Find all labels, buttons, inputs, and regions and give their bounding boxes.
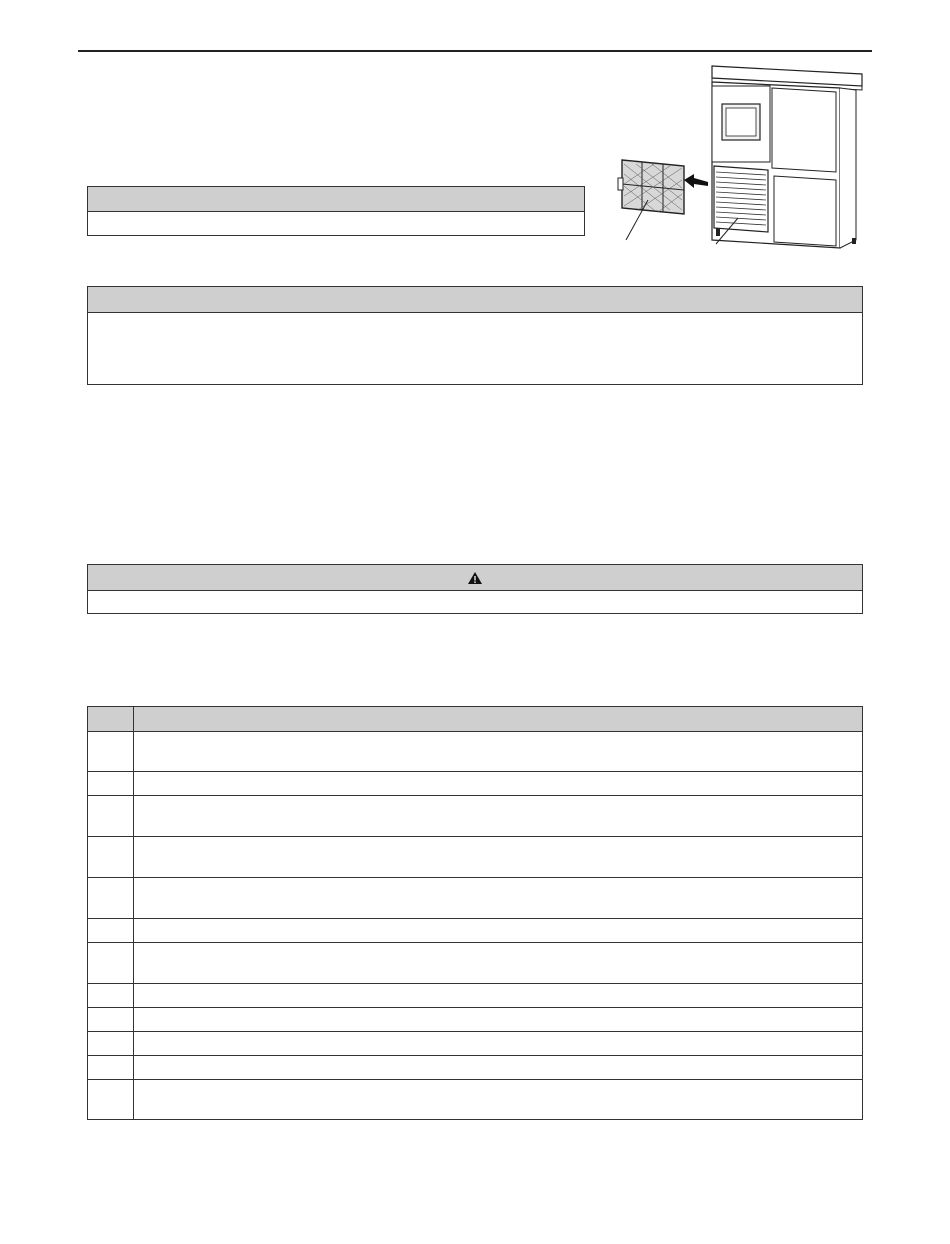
row-number <box>88 1032 134 1056</box>
row-number <box>88 732 134 772</box>
caution-box-header <box>88 565 862 591</box>
steps-table <box>87 706 863 1120</box>
table-row <box>88 796 863 837</box>
note-box-body <box>88 212 584 220</box>
row-number <box>88 919 134 943</box>
row-text <box>134 1080 863 1120</box>
row-text <box>134 943 863 984</box>
table-header-row <box>88 707 863 732</box>
row-number <box>88 796 134 837</box>
row-number <box>88 837 134 878</box>
row-text <box>134 732 863 772</box>
table-row <box>88 837 863 878</box>
row-number <box>88 878 134 919</box>
row-number <box>88 984 134 1008</box>
row-number <box>88 943 134 984</box>
row-text <box>134 796 863 837</box>
row-text <box>134 772 863 796</box>
table-header-description <box>134 707 863 732</box>
cabinet-drawing <box>608 60 870 252</box>
caution-box-body <box>88 591 862 599</box>
table-header-number <box>88 707 134 732</box>
arrow-icon <box>684 174 708 188</box>
filter-removal-illustration <box>608 60 870 252</box>
table-row <box>88 1056 863 1080</box>
table-row <box>88 878 863 919</box>
info-box-body <box>88 313 862 321</box>
table-row <box>88 1080 863 1120</box>
row-number <box>88 1080 134 1120</box>
table-row <box>88 984 863 1008</box>
info-box-header <box>88 287 862 313</box>
row-text <box>134 1032 863 1056</box>
row-text <box>134 1056 863 1080</box>
row-number <box>88 1008 134 1032</box>
table-row <box>88 732 863 772</box>
table-row <box>88 1008 863 1032</box>
row-text <box>134 919 863 943</box>
row-text <box>134 1008 863 1032</box>
caution-box <box>87 564 863 614</box>
table-row <box>88 919 863 943</box>
table-row <box>88 772 863 796</box>
warning-triangle-icon <box>467 571 483 585</box>
row-text <box>134 878 863 919</box>
row-text <box>134 837 863 878</box>
top-rule <box>78 50 872 52</box>
row-number <box>88 772 134 796</box>
filter-panel <box>618 160 684 214</box>
row-number <box>88 1056 134 1080</box>
note-box-header <box>88 187 584 212</box>
row-text <box>134 984 863 1008</box>
table-row <box>88 1032 863 1056</box>
table-row <box>88 943 863 984</box>
note-box <box>87 186 585 236</box>
info-box <box>87 286 863 385</box>
